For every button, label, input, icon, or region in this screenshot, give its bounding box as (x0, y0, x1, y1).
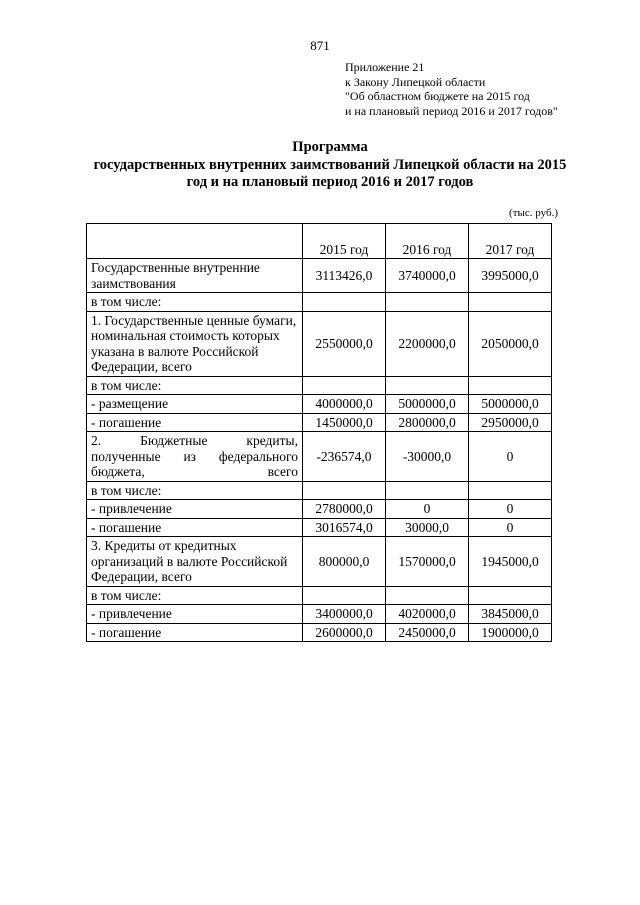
value-2015: 3400000,0 (303, 605, 386, 624)
table-row (87, 311, 552, 376)
title-line: Программа (292, 139, 368, 155)
value-2015: 4000000,0 (303, 395, 386, 414)
value-2016 (386, 376, 469, 395)
appendix-line: к Закону Липецкой области (345, 74, 486, 89)
value-2017: 0 (469, 500, 552, 519)
appendix-line: и на плановый период 2016 и 2017 годов" (345, 103, 558, 118)
table-row (87, 500, 552, 519)
document-title (60, 139, 600, 192)
row-label: - погашение (87, 518, 303, 537)
value-2016 (386, 586, 469, 605)
row-label: - погашение (87, 413, 303, 432)
value-2017 (469, 376, 552, 395)
value-2015 (303, 586, 386, 605)
value-2015: -236574,0 (303, 432, 386, 482)
value-2015: 1450000,0 (303, 413, 386, 432)
row-label: - привлечение (87, 500, 303, 519)
value-2017 (469, 293, 552, 312)
value-2015: 3016574,0 (303, 518, 386, 537)
value-2017 (469, 586, 552, 605)
value-2015 (303, 376, 386, 395)
value-2016: 2800000,0 (386, 413, 469, 432)
table-row (87, 395, 552, 414)
value-2016: 4020000,0 (386, 605, 469, 624)
row-label: в том числе: (87, 293, 303, 312)
value-2017: 0 (469, 518, 552, 537)
value-2016: 2450000,0 (386, 623, 469, 642)
value-2017: 3845000,0 (469, 605, 552, 624)
value-2016: -30000,0 (386, 432, 469, 482)
title-line: государственных внутренних заимствований Липецкой области на 2015 (93, 156, 567, 173)
value-2017: 3995000,0 (469, 259, 552, 293)
row-label: 3. Кредиты от кредитных организаций в валюте Российской Федерации, всего (87, 537, 303, 587)
value-2017 (469, 481, 552, 500)
borrowing-program-table (86, 223, 552, 642)
value-2016 (386, 293, 469, 312)
page-number: 871 (310, 38, 330, 53)
table-header-row (87, 224, 552, 259)
value-2017: 2950000,0 (469, 413, 552, 432)
value-2017: 1900000,0 (469, 623, 552, 642)
table-row (87, 518, 552, 537)
value-2015: 800000,0 (303, 537, 386, 587)
value-2016: 30000,0 (386, 518, 469, 537)
value-2017: 2050000,0 (469, 311, 552, 376)
value-2016: 2200000,0 (386, 311, 469, 376)
title-line: год и на плановый период 2016 и 2017 годов (186, 174, 474, 190)
value-2017: 0 (469, 432, 552, 482)
value-2016: 5000000,0 (386, 395, 469, 414)
row-label: - привлечение (87, 605, 303, 624)
table-row (87, 413, 552, 432)
row-label: в том числе: (87, 376, 303, 395)
row-label: 1. Государственные ценные бумаги, номинальная стоимость которых указана в валюте Российской Федерации, всего (87, 311, 303, 376)
value-2016 (386, 481, 469, 500)
table-row (87, 537, 552, 587)
row-label: в том числе: (87, 586, 303, 605)
appendix-note (345, 60, 558, 118)
value-2015: 2780000,0 (303, 500, 386, 519)
value-2015 (303, 481, 386, 500)
value-2015: 2600000,0 (303, 623, 386, 642)
value-2017: 5000000,0 (469, 395, 552, 414)
table-row (87, 293, 552, 312)
value-2016: 3740000,0 (386, 259, 469, 293)
value-2015 (303, 293, 386, 312)
header-cell: 2017 год (469, 224, 552, 259)
row-label: - размещение (87, 395, 303, 414)
header-cell (87, 224, 303, 259)
table-row (87, 481, 552, 500)
table-row (87, 586, 552, 605)
value-2016: 1570000,0 (386, 537, 469, 587)
row-label-text: 2. Бюджетные кредиты, полученные из федерального бюджета, всего (91, 433, 298, 479)
header-cell: 2016 год (386, 224, 469, 259)
table-row (87, 259, 552, 293)
value-2017: 1945000,0 (469, 537, 552, 587)
table-row (87, 605, 552, 624)
appendix-line: Приложение 21 (345, 60, 425, 74)
table-row (87, 376, 552, 395)
header-cell: 2015 год (303, 224, 386, 259)
row-label (87, 432, 303, 482)
row-label: в том числе: (87, 481, 303, 500)
row-label: - погашение (87, 623, 303, 642)
value-2015: 3113426,0 (303, 259, 386, 293)
units-label: (тыс. руб.) (509, 207, 558, 219)
value-2015: 2550000,0 (303, 311, 386, 376)
table-row (87, 432, 552, 482)
row-label: Государственные внутренние заимствования (87, 259, 303, 293)
appendix-line: "Об областном бюджете на 2015 год (345, 89, 530, 103)
value-2016: 0 (386, 500, 469, 519)
table-row (87, 623, 552, 642)
